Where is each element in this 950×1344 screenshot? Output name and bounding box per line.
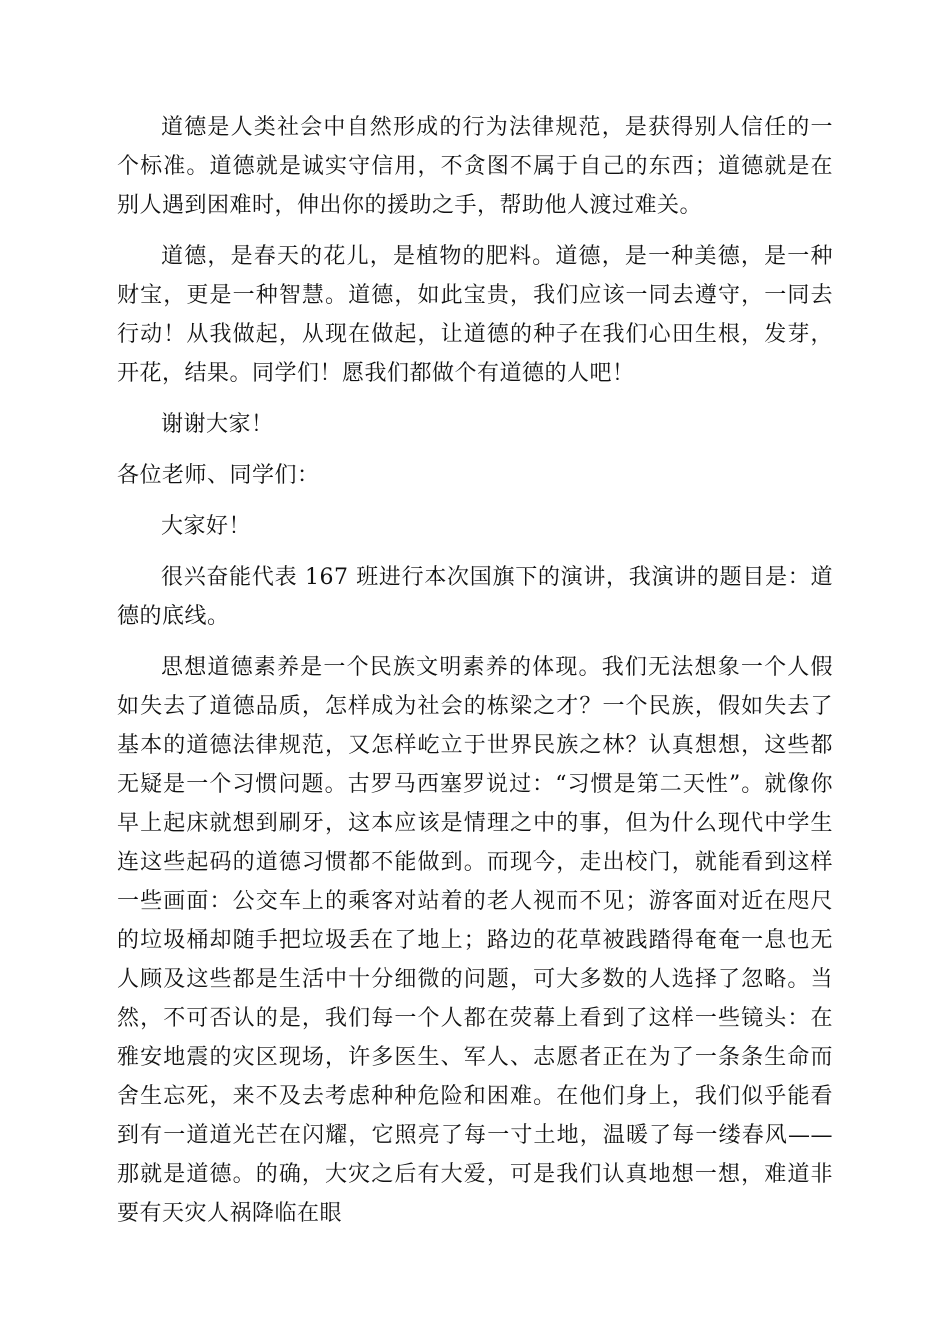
paragraph-1: 道德是人类社会中自然形成的行为法律规范，是获得别人信任的一个标准。道德就是诚实守信用，不贪图不属于自己的东西；道德就是在别人遇到困难时，伸出你的援助之手，帮助他人渡过难关。 [117, 115, 833, 218]
paragraph-5-greeting: 大家好！ [161, 514, 252, 539]
paragraph-3: 谢谢大家！ [161, 412, 274, 437]
document-page [117, 108, 833, 1245]
paragraph-7: 思想道德素养是一个民族文明素养的体现。我们无法想象一个人假如失去了道德品质，怎样成为社会的栋梁之才？一个民族，假如失去了基本的道德法律规范，又怎样屹立于世界民族之林？认真想想，这些都无疑是一个习惯问题。古罗马西塞罗说过：“习惯是第二天性”。就像你早上起床就想到刷牙，这本应该是情理之中的事，但为什么现代中学生连这些起码的道德习惯都不能做到。而现今，走出校门，就能看到这样一些画面：公交车上的乘客对站着的老人视而不见；游客面对近在咫尺的垃圾桶却随手把垃圾丢在了地上；路边的花草被践踏得奄奄一息也无人顾及这些都是生活中十分细微的问题，可大多数的人选择了忽略。当然，不可否认的是，我们每一个人都在荧幕上看到了这样一些镜头：在雅安地震的灾区现场，许多医生、军人、志愿者正在为了一条条生命而舍生忘死，来不及去考虑种种危险和困难。在他们身上，我们似乎能看到有一道道光芒在闪耀，它照亮了每一寸土地，温暖了每一缕春风——那就是道德。的确，大灾之后有大爱，可是我们认真地想一想，难道非要有天灾人祸降临在眼 [117, 655, 833, 1226]
paragraph-4-salutation: 各位老师、同学们： [117, 463, 320, 488]
paragraph-2: 道德，是春天的花儿，是植物的肥料。道德，是一种美德，是一种财宝，更是一种智慧。道德，如此宝贵，我们应该一同去遵守，一同去行动！从我做起，从现在做起，让道德的种子在我们心田生根，发芽，开花，结果。同学们！愿我们都做个有道德的人吧！ [117, 244, 833, 386]
paragraph-6: 很兴奋能代表 167 班进行本次国旗下的演讲，我演讲的题目是：道德的底线。 [117, 565, 833, 629]
